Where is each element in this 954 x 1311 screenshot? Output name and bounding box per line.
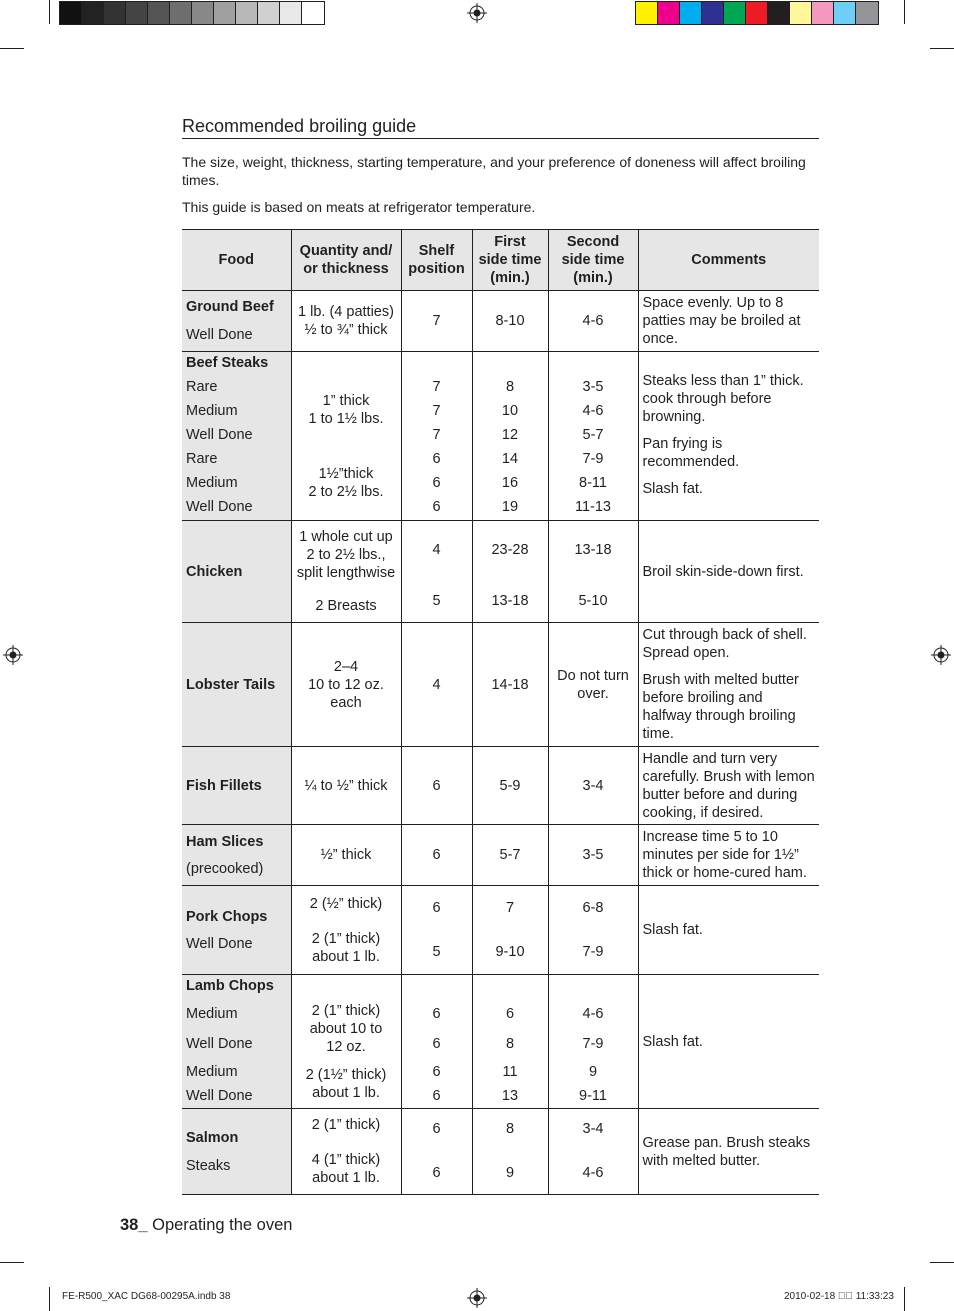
shelf-value: 6 xyxy=(432,499,441,515)
crop-mark xyxy=(930,48,954,49)
color-swatch xyxy=(236,2,258,24)
time-value: 6 xyxy=(505,1006,515,1022)
time-value: 11-13 xyxy=(574,499,611,515)
time-value: 7-9 xyxy=(582,944,604,960)
section-title-block xyxy=(182,116,819,139)
table-row xyxy=(182,291,819,352)
time-value: 13-18 xyxy=(491,593,529,609)
food-cell xyxy=(182,975,291,1109)
table-row xyxy=(182,352,819,521)
color-swatch xyxy=(636,2,658,24)
food-doneness: (precooked) xyxy=(186,860,264,877)
quantity-cell: ¼ to ½” thick xyxy=(291,747,401,825)
second-side-cell: 3-5 xyxy=(548,825,638,886)
time-value: 4-6 xyxy=(582,403,604,419)
time-value: 12 xyxy=(501,427,519,443)
food-doneness: Well Done xyxy=(186,935,253,952)
second-side-cell xyxy=(548,352,638,521)
first-side-cell xyxy=(472,521,548,623)
food-cell xyxy=(182,521,291,623)
color-swatch xyxy=(258,2,280,24)
color-swatch xyxy=(856,2,878,24)
quantity-text: 2 (½” thick) xyxy=(309,895,383,912)
color-swatch xyxy=(724,2,746,24)
food-cell xyxy=(182,747,291,825)
page-number: 38_ xyxy=(120,1216,148,1234)
quantity-text: about 1 lb. xyxy=(312,1170,380,1186)
table-header-row xyxy=(182,230,819,291)
header-text: (min.) xyxy=(573,270,613,286)
shelf-value: 6 xyxy=(432,1064,441,1080)
food-name: Beef Steaks xyxy=(186,355,269,371)
page-title: Recommended broiling guide xyxy=(182,116,417,136)
time-value: 3-5 xyxy=(582,379,604,395)
food-cell xyxy=(182,352,291,521)
comment-text: Cut through back of shell. Spread open. xyxy=(642,627,807,661)
quantity-cell xyxy=(291,1109,401,1195)
food-name: Lobster Tails xyxy=(186,676,276,693)
food-doneness: Medium xyxy=(186,1064,238,1080)
comment-cell: Increase time 5 to 10 minutes per side for 1½” thick or home-cured ham. xyxy=(638,825,819,886)
shelf-value: 4 xyxy=(432,542,441,558)
quantity-cell xyxy=(291,886,401,975)
time-value: 4-6 xyxy=(582,1006,604,1022)
shelf-value: 6 xyxy=(432,475,441,491)
food-name: Ham Slices xyxy=(186,833,264,850)
shelf-value: 7 xyxy=(432,379,441,395)
intro-paragraph: The size, weight, thickness, starting temperature, and your preference of doneness will affect broiling times. xyxy=(182,154,806,188)
time-value: 14 xyxy=(501,451,519,467)
color-swatch xyxy=(280,2,302,24)
first-side-cell: 14-18 xyxy=(472,623,548,747)
color-swatch xyxy=(214,2,236,24)
food-cell xyxy=(182,886,291,975)
crop-mark xyxy=(904,1287,905,1311)
comment-cell xyxy=(638,623,819,747)
quantity-cell xyxy=(291,623,401,747)
header-text: Second xyxy=(566,234,620,250)
header-second-side xyxy=(548,230,638,291)
quantity-text: about 1 lb. xyxy=(312,1085,380,1101)
time-value: 4-6 xyxy=(582,1165,604,1181)
comment-cell: Broil skin-side-down first. xyxy=(638,521,819,623)
print-slug-date: 2010-02-18 ￿￿ 11:33:23 xyxy=(784,1291,894,1302)
quantity-text: 2 (1” thick) xyxy=(311,930,381,947)
header-text: Shelf xyxy=(418,243,455,259)
food-doneness: Well Done xyxy=(186,1036,253,1052)
quantity-text: 2 (1” thick) xyxy=(311,1117,381,1133)
quantity-text: 1 whole cut up xyxy=(299,529,393,545)
time-value: 13 xyxy=(501,1088,519,1104)
time-value: 19 xyxy=(501,499,519,515)
shelf-cell: 6 xyxy=(401,825,472,886)
time-value: 7-9 xyxy=(582,451,604,467)
second-side-cell xyxy=(548,886,638,975)
color-swatch xyxy=(746,2,768,24)
food-name: Pork Chops xyxy=(186,908,268,925)
food-doneness: Well Done xyxy=(186,327,253,343)
time-value: 8 xyxy=(505,1121,515,1137)
food-name: Ground Beef xyxy=(186,299,274,315)
food-cell xyxy=(182,1109,291,1195)
shelf-cell: 4 xyxy=(401,623,472,747)
quantity-cell xyxy=(291,352,401,521)
header-text: Quantity and/ xyxy=(299,243,393,259)
color-swatch xyxy=(104,2,126,24)
shelf-value: 7 xyxy=(432,403,441,419)
crop-mark xyxy=(930,1262,954,1263)
print-slug-file: FE-R500_XAC DG68-00295A.indb 38 xyxy=(62,1291,231,1302)
shelf-value: 6 xyxy=(432,900,441,916)
table-row xyxy=(182,623,819,747)
food-doneness: Medium xyxy=(186,475,238,491)
registration-mark-icon xyxy=(467,3,487,23)
shelf-value: 6 xyxy=(432,1006,441,1022)
shelf-cell: 7 xyxy=(401,291,472,352)
color-swatch xyxy=(170,2,192,24)
food-name: Fish Fillets xyxy=(186,777,262,794)
second-side-cell xyxy=(548,1109,638,1195)
first-side-cell xyxy=(472,352,548,521)
food-name: Lamb Chops xyxy=(186,978,274,994)
quantity-text: 1 lb. (4 patties) xyxy=(298,304,394,320)
shelf-value: 6 xyxy=(432,1088,441,1104)
registration-mark-icon xyxy=(3,645,23,665)
color-swatch xyxy=(302,2,324,24)
header-text: side time xyxy=(478,252,542,268)
quantity-text: 2 to 2½ lbs., xyxy=(306,547,386,563)
color-swatch xyxy=(60,2,82,24)
shelf-cell: 6 xyxy=(401,747,472,825)
time-value: 13-18 xyxy=(574,542,612,558)
quantity-text: 1½”thick xyxy=(318,466,374,482)
header-comments: Comments xyxy=(638,230,819,291)
color-swatch xyxy=(148,2,170,24)
quantity-text: 12 oz. xyxy=(326,1039,366,1055)
quantity-text: 1 to 1½ lbs. xyxy=(308,411,384,427)
first-side-cell xyxy=(472,975,548,1109)
shelf-value: 5 xyxy=(432,944,441,960)
food-cell xyxy=(182,623,291,747)
intro-note: This guide is based on meats at refrigerator temperature. xyxy=(182,199,536,215)
crop-mark xyxy=(49,0,50,24)
comment-text: Brush with melted butter before broiling and halfway through broiling time. xyxy=(642,672,799,742)
color-swatch xyxy=(192,2,214,24)
header-quantity xyxy=(291,230,401,291)
quantity-text: 10 to 12 oz. xyxy=(308,676,384,693)
food-doneness: Well Done xyxy=(186,1088,253,1104)
quantity-text: 1” thick xyxy=(322,393,370,409)
comment-cell: Grease pan. Brush steaks with melted butter. xyxy=(638,1109,819,1195)
quantity-text: each xyxy=(330,694,362,711)
color-swatch xyxy=(680,2,702,24)
food-doneness: Medium xyxy=(186,1006,238,1022)
time-value: 9 xyxy=(588,1064,598,1080)
quantity-text: 2 (1” thick) xyxy=(311,1003,381,1019)
table-row xyxy=(182,886,819,975)
first-side-cell xyxy=(472,886,548,975)
quantity-text: about 10 to xyxy=(309,1021,383,1037)
food-cell xyxy=(182,825,291,886)
color-swatch xyxy=(768,2,790,24)
time-value: 7 xyxy=(505,900,515,916)
color-swatch xyxy=(790,2,812,24)
registration-mark-icon xyxy=(467,1288,487,1308)
comment-text: Steaks less than 1” thick. cook through before browning. xyxy=(642,373,804,425)
quantity-text: ½ to ¾” thick xyxy=(304,322,388,338)
comment-cell: Slash fat. xyxy=(638,886,819,975)
food-doneness: Steaks xyxy=(186,1157,231,1174)
time-value: 6-8 xyxy=(582,900,604,916)
time-value: 8-11 xyxy=(579,475,607,491)
time-value: 11 xyxy=(502,1064,518,1080)
crop-mark xyxy=(0,1262,24,1263)
table-row xyxy=(182,521,819,623)
shelf-value: 6 xyxy=(432,451,441,467)
color-swatch xyxy=(658,2,680,24)
time-value: Do not turn xyxy=(557,667,629,684)
time-value: 3-4 xyxy=(582,1121,604,1137)
crop-mark xyxy=(0,48,24,49)
comment-text: Pan frying is recommended. xyxy=(642,436,740,470)
header-text: side time xyxy=(561,252,625,268)
time-value: over. xyxy=(577,685,609,702)
section-name: Operating the oven xyxy=(147,1216,293,1234)
time-value: 7-9 xyxy=(582,1036,604,1052)
table-row xyxy=(182,1109,819,1195)
second-side-cell: 3-4 xyxy=(548,747,638,825)
quantity-text: 2 Breasts xyxy=(315,598,377,614)
food-doneness: Rare xyxy=(186,451,218,467)
shelf-value: 6 xyxy=(432,1121,441,1137)
comment-text: Slash fat. xyxy=(642,481,703,497)
second-side-cell xyxy=(548,975,638,1109)
header-food: Food xyxy=(182,230,291,291)
registration-mark-icon xyxy=(931,645,951,665)
time-value: 8 xyxy=(505,1036,515,1052)
second-side-cell xyxy=(548,623,638,747)
food-doneness: Medium xyxy=(186,403,238,419)
comment-cell: Slash fat. xyxy=(638,975,819,1109)
crop-mark xyxy=(49,1287,50,1311)
quantity-text: 2–4 xyxy=(333,658,359,675)
shelf-value: 5 xyxy=(432,593,441,609)
color-swatch xyxy=(702,2,724,24)
shelf-cell xyxy=(401,352,472,521)
broiling-guide-table xyxy=(182,229,819,1195)
second-side-cell xyxy=(548,521,638,623)
time-value: 16 xyxy=(501,475,519,491)
color-swatch xyxy=(126,2,148,24)
header-shelf xyxy=(401,230,472,291)
color-swatch xyxy=(834,2,856,24)
quantity-cell: ½” thick xyxy=(291,825,401,886)
comment-cell: Handle and turn very carefully. Brush with lemon butter before and during cooking, if desired. xyxy=(638,747,819,825)
time-value: 9 xyxy=(505,1165,515,1181)
first-side-cell: 8-10 xyxy=(472,291,548,352)
shelf-value: 6 xyxy=(432,1036,441,1052)
comment-cell: Space evenly. Up to 8 patties may be broiled at once. xyxy=(638,291,819,352)
shelf-cell xyxy=(401,521,472,623)
quantity-cell xyxy=(291,975,401,1109)
shelf-cell xyxy=(401,886,472,975)
table-row xyxy=(182,747,819,825)
page-footer xyxy=(120,1216,292,1235)
shelf-value: 7 xyxy=(432,427,441,443)
header-first-side xyxy=(472,230,548,291)
quantity-text: 2 to 2½ lbs. xyxy=(308,484,384,500)
second-side-cell: 4-6 xyxy=(548,291,638,352)
crop-mark xyxy=(904,0,905,24)
food-doneness: Rare xyxy=(186,379,218,395)
color-swatch xyxy=(82,2,104,24)
header-text: First xyxy=(494,234,526,250)
time-value: 9-11 xyxy=(579,1088,607,1104)
grayscale-color-bar xyxy=(59,1,325,25)
food-cell xyxy=(182,291,291,352)
shelf-cell xyxy=(401,975,472,1109)
quantity-text: 4 (1” thick) xyxy=(311,1152,381,1168)
food-name: Salmon xyxy=(186,1129,239,1146)
header-text: (min.) xyxy=(490,270,530,286)
table-row xyxy=(182,975,819,1109)
color-swatch xyxy=(812,2,834,24)
first-side-cell: 5-7 xyxy=(472,825,548,886)
time-value: 5-10 xyxy=(578,593,608,609)
quantity-text: 2 (1½” thick) xyxy=(305,1067,387,1083)
time-value: 9-10 xyxy=(495,944,525,960)
comment-cell xyxy=(638,352,819,521)
time-value: 10 xyxy=(501,403,519,419)
process-color-bar xyxy=(635,1,879,25)
time-value: 5-7 xyxy=(582,427,604,443)
quantity-cell xyxy=(291,521,401,623)
first-side-cell xyxy=(472,1109,548,1195)
food-doneness: Well Done xyxy=(186,427,253,443)
food-doneness: Well Done xyxy=(186,499,253,515)
table-row xyxy=(182,825,819,886)
quantity-text: about 1 lb. xyxy=(312,948,380,965)
header-text: position xyxy=(408,261,465,277)
quantity-text: split lengthwise xyxy=(296,565,396,581)
first-side-cell: 5-9 xyxy=(472,747,548,825)
time-value: 23-28 xyxy=(491,542,529,558)
shelf-cell xyxy=(401,1109,472,1195)
food-name: Chicken xyxy=(186,563,243,580)
quantity-cell xyxy=(291,291,401,352)
header-text: or thickness xyxy=(303,261,389,277)
time-value: 8 xyxy=(505,379,515,395)
shelf-value: 6 xyxy=(432,1165,441,1181)
